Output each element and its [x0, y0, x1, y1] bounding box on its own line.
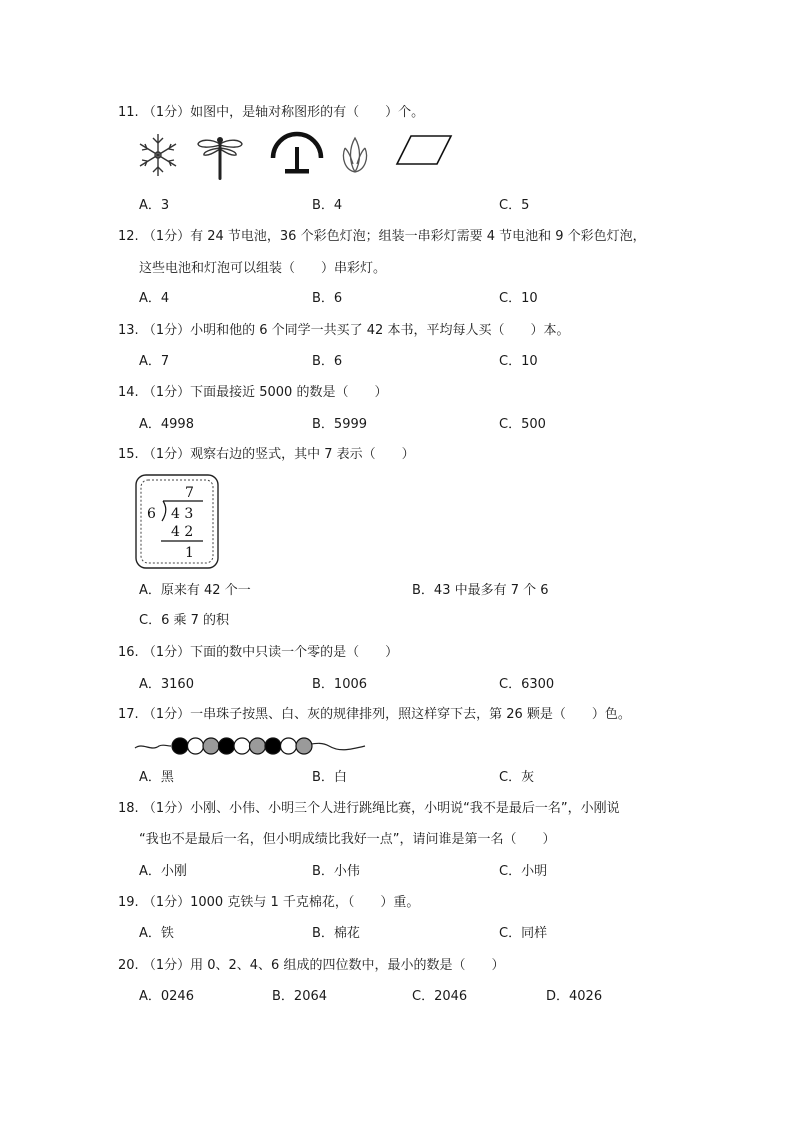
option-b[interactable]: B．小伟: [312, 864, 360, 879]
question-text: （1分）观察右边的竖式，其中 7 表示（ ）: [142, 447, 415, 462]
option-b[interactable]: B．2064: [272, 989, 328, 1004]
question-19: [118, 894, 419, 912]
question-text: （1分）小明和他的 6 个同学一共买了 42 本书，平均每人买（ ）本。: [142, 323, 570, 338]
question-number: 20.: [118, 958, 139, 973]
dividend: 4 3: [171, 506, 194, 522]
question-number: 18.: [118, 801, 139, 816]
question-text: （1分）有 24 节电池，36 个彩色灯泡；组装一串彩灯需要 4 节电池和 9 个彩色灯泡，: [142, 229, 646, 244]
question-18: [118, 800, 620, 818]
question-text: （1分）下面的数中只读一个零的是（ ）: [142, 645, 399, 660]
option-a[interactable]: A．4998: [139, 417, 194, 432]
option-c[interactable]: C．10: [499, 354, 538, 369]
remainder: 1: [185, 545, 194, 561]
question-number: 19.: [118, 895, 139, 910]
question-text: （1分）1000 克铁与 1 千克棉花，（ ）重。: [142, 895, 420, 910]
option-b[interactable]: B．1006: [312, 677, 368, 692]
option-a[interactable]: A．原来有 42 个一: [139, 583, 251, 598]
bead-gray: [203, 738, 219, 754]
bead-string-figure: [133, 734, 369, 762]
option-b[interactable]: B．6: [312, 354, 343, 369]
option-a[interactable]: A．4: [139, 291, 170, 306]
quotient-digit: 7: [185, 485, 194, 501]
lamp-icon: [269, 130, 325, 180]
question-17: [118, 706, 631, 724]
question-16: [118, 644, 398, 662]
option-a[interactable]: A．7: [139, 354, 170, 369]
question-15: [118, 446, 415, 464]
option-c[interactable]: C．500: [499, 417, 546, 432]
option-c[interactable]: C．小明: [499, 864, 548, 879]
option-c[interactable]: C．灰: [499, 770, 535, 785]
bead-black: [265, 738, 281, 754]
bead-white: [281, 738, 297, 754]
bead-gray: [250, 738, 266, 754]
question-14: [118, 384, 387, 402]
divisor: 6: [147, 506, 156, 522]
question-text: （1分）如图中，是轴对称图形的有（ ）个。: [142, 105, 425, 120]
option-a[interactable]: A．小刚: [139, 864, 187, 879]
dragonfly-icon: [195, 130, 245, 182]
option-b[interactable]: B．5999: [312, 417, 368, 432]
option-c[interactable]: C．6300: [499, 677, 555, 692]
question-number: 12.: [118, 229, 139, 244]
option-b[interactable]: B．白: [312, 770, 347, 785]
question-13: [118, 322, 569, 340]
question-text: （1分）小刚、小伟、小明三个人进行跳绳比赛，小明说“我不是最后一名”，小刚说: [142, 801, 620, 816]
long-division-figure: [135, 474, 219, 569]
question-number: 13.: [118, 323, 139, 338]
parallelogram-icon: [395, 130, 453, 170]
question-number: 14.: [118, 385, 139, 400]
option-c[interactable]: C．10: [499, 291, 538, 306]
option-a[interactable]: A．0246: [139, 989, 194, 1004]
option-b[interactable]: B．棉花: [312, 926, 360, 941]
snowflake-icon: [133, 130, 183, 180]
question-number: 17.: [118, 707, 139, 722]
option-a[interactable]: A．3: [139, 198, 170, 213]
symmetry-figures: [133, 130, 453, 182]
bead-gray: [296, 738, 312, 754]
question-number: 15.: [118, 447, 139, 462]
option-a[interactable]: A．铁: [139, 926, 174, 941]
question-text: （1分）下面最接近 5000 的数是（ ）: [142, 385, 388, 400]
question-number: 16.: [118, 645, 139, 660]
option-c[interactable]: C．6 乘 7 的积: [139, 613, 230, 628]
option-b[interactable]: B．6: [312, 291, 343, 306]
option-a[interactable]: A．黑: [139, 770, 174, 785]
option-c[interactable]: C．同样: [499, 926, 548, 941]
option-c[interactable]: C．2046: [412, 989, 468, 1004]
question-text-continued: “我也不是最后一名，但小明成绩比我好一点”，请问谁是第一名（ ）: [139, 832, 556, 847]
option-b[interactable]: B．43 中最多有 7 个 6: [412, 583, 549, 598]
question-text: （1分）用 0、2、4、6 组成的四位数中，最小的数是（ ）: [142, 958, 505, 973]
tulip-icon: [337, 130, 373, 176]
option-b[interactable]: B．4: [312, 198, 343, 213]
question-20: [118, 957, 504, 975]
option-d[interactable]: D．4026: [546, 989, 603, 1004]
question-text: （1分）一串珠子按黑、白、灰的规律排列，照这样穿下去，第 26 颗是（ ）色。: [142, 707, 631, 722]
product: 4 2: [171, 524, 194, 540]
bead-black: [172, 738, 188, 754]
option-a[interactable]: A．3160: [139, 677, 194, 692]
question-text-continued: 这些电池和灯泡可以组装（ ）串彩灯。: [139, 261, 387, 276]
bead-black: [219, 738, 235, 754]
bead-white: [234, 738, 250, 754]
question-11: [118, 104, 424, 122]
bead-white: [188, 738, 204, 754]
question-12: [118, 228, 646, 246]
option-c[interactable]: C．5: [499, 198, 530, 213]
question-number: 11.: [118, 105, 139, 120]
